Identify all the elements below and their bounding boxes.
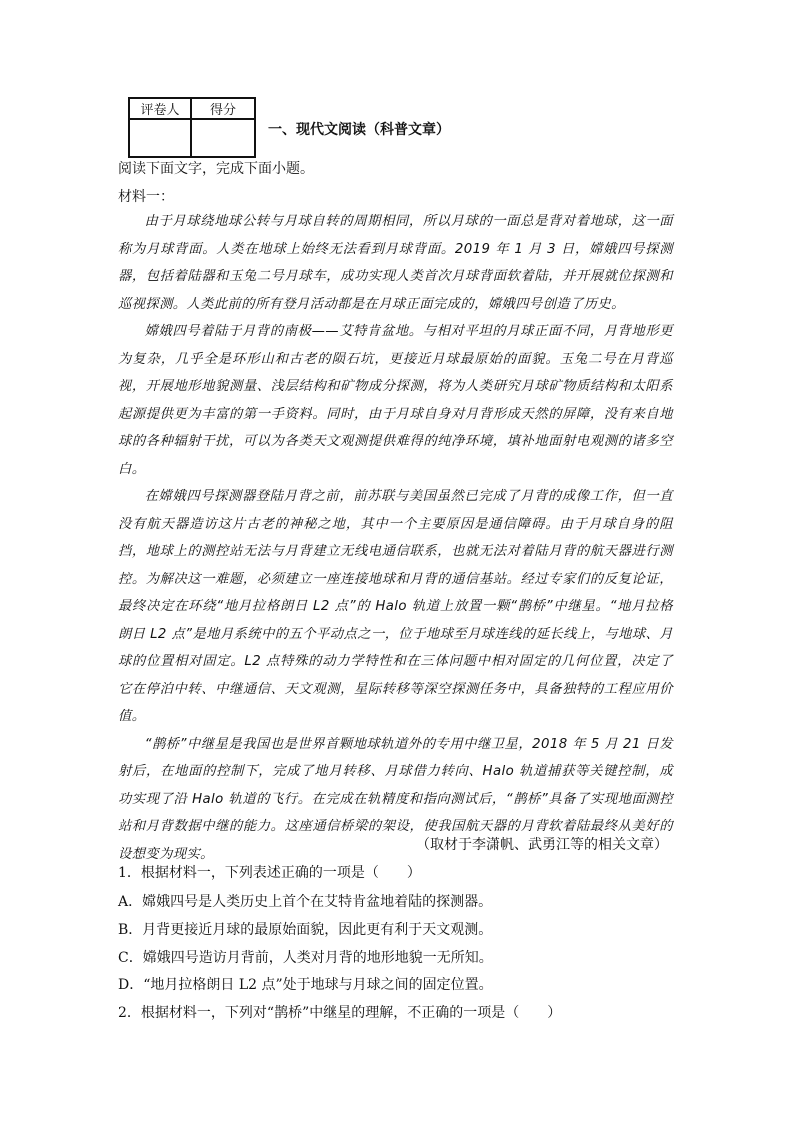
question-1-stem: 1．根据材料一，下列表述正确的一项是（ ）	[118, 865, 421, 881]
article-paragraph-3: 在嫦娥四号探测器登陆月背之前，前苏联与美国虽然已完成了月背的成像工作，但一直没有航天器造访这片古老的神秘之地，其中一个主要原因是通信障碍。由于月球自身的阻挡，地球上的测控站无法与月背建立无线电通信联系，也就无法对着陆月背的航天器进行测控。为解决这一难题，必须建立一座连接地球和月背的通信基站。经过专家们的反复论证，最终决定在环绕“地月拉格朗日 L2 点”的 Halo 轨道上放置一颗“鹊桥”中继星。“地月拉格朗日 L2 点”是地月系统中的五个平动点之一，位于地球至月球连线的延长线上，与地球、月球的位置相对固定。L2 点特殊的动力学特性和在三体问题中相对固定的几何位置，决定了它在停泊中转、中继通信、天文观测，星际转移等深空探测任务中，具备独特的工程应用价值。	[118, 489, 673, 724]
score-table-header-score: 得分	[191, 98, 255, 119]
reading-article	[118, 208, 673, 868]
question-1-option-a[interactable]: A．嫦娥四号是人类历史上首个在艾特肯盆地着陆的探测器。	[118, 894, 493, 910]
article-paragraph-2: 嫦娥四号着陆于月背的南极——艾特肯盆地。与相对平坦的月球正面不同，月背地形更为复杂，几乎全是环形山和古老的陨石坑，更接近月球最原始的面貌。玉兔二号在月背巡视，开展地形地貌测量、浅层结构和矿物成分探测，将为人类研究月球矿物质结构和太阳系起源提供更为丰富的第一手资料。同时，由于月球自身对月背形成天然的屏障，没有来自地球的各种辐射干扰，可以为各类天文观测提供难得的纯净环境，填补地面射电观测的诸多空白。	[118, 324, 673, 477]
question-1-option-b[interactable]: B．月背更接近月球的最原始面貌，因此更有利于天文观测。	[118, 922, 493, 938]
article-paragraph-4: “鹊桥”中继星是我国也是世界首颗地球轨道外的专用中继卫星，2018 年 5 月 21 日发射后，在地面的控制下，完成了地月转移、月球借力转向、Halo 轨道捕获等关键控制，成功实现了沿 Halo 轨道的飞行。在完成在轨精度和指向测试后，“鹊桥”具备了实现地面测控站和月背数据中继的能力。这座通信桥梁的架设，使我国航天器的月背软着陆最终从美好的设想变为现实。	[118, 736, 673, 862]
section-title: 一、现代文阅读（科普文章）	[268, 122, 450, 138]
score-table-score-cell[interactable]	[191, 119, 255, 157]
score-table-header-grader: 评卷人	[129, 98, 191, 119]
question-2-stem: 2．根据材料一，下列对“鹊桥”中继星的理解，不正确的一项是（ ）	[118, 1005, 562, 1021]
question-1-option-c[interactable]: C．嫦娥四号造访月背前，人类对月背的地形地貌一无所知。	[118, 950, 493, 966]
material-label: 材料一：	[118, 189, 174, 205]
score-table	[128, 97, 256, 158]
article-paragraph-1: 由于月球绕地球公转与月球自转的周期相同，所以月球的一面总是背对着地球，这一面称为月球背面。人类在地球上始终无法看到月球背面。2019 年 1 月 3 日，嫦娥四号探测器，包括着陆器和玉兔二号月球车，成功实现人类首次月球背面软着陆，并开展就位探测和巡视探测。人类此前的所有登月活动都是在月球正面完成的，嫦娥四号创造了历史。	[118, 214, 673, 312]
source-citation: （取材于李潇帆、武勇江等的相关文章）	[416, 837, 668, 853]
question-1-option-d[interactable]: D．“地月拉格朗日 L2 点”处于地球与月球之间的固定位置。	[118, 977, 493, 993]
instruction-text: 阅读下面文字，完成下面小题。	[118, 161, 314, 177]
score-table-grader-cell[interactable]	[129, 119, 191, 157]
